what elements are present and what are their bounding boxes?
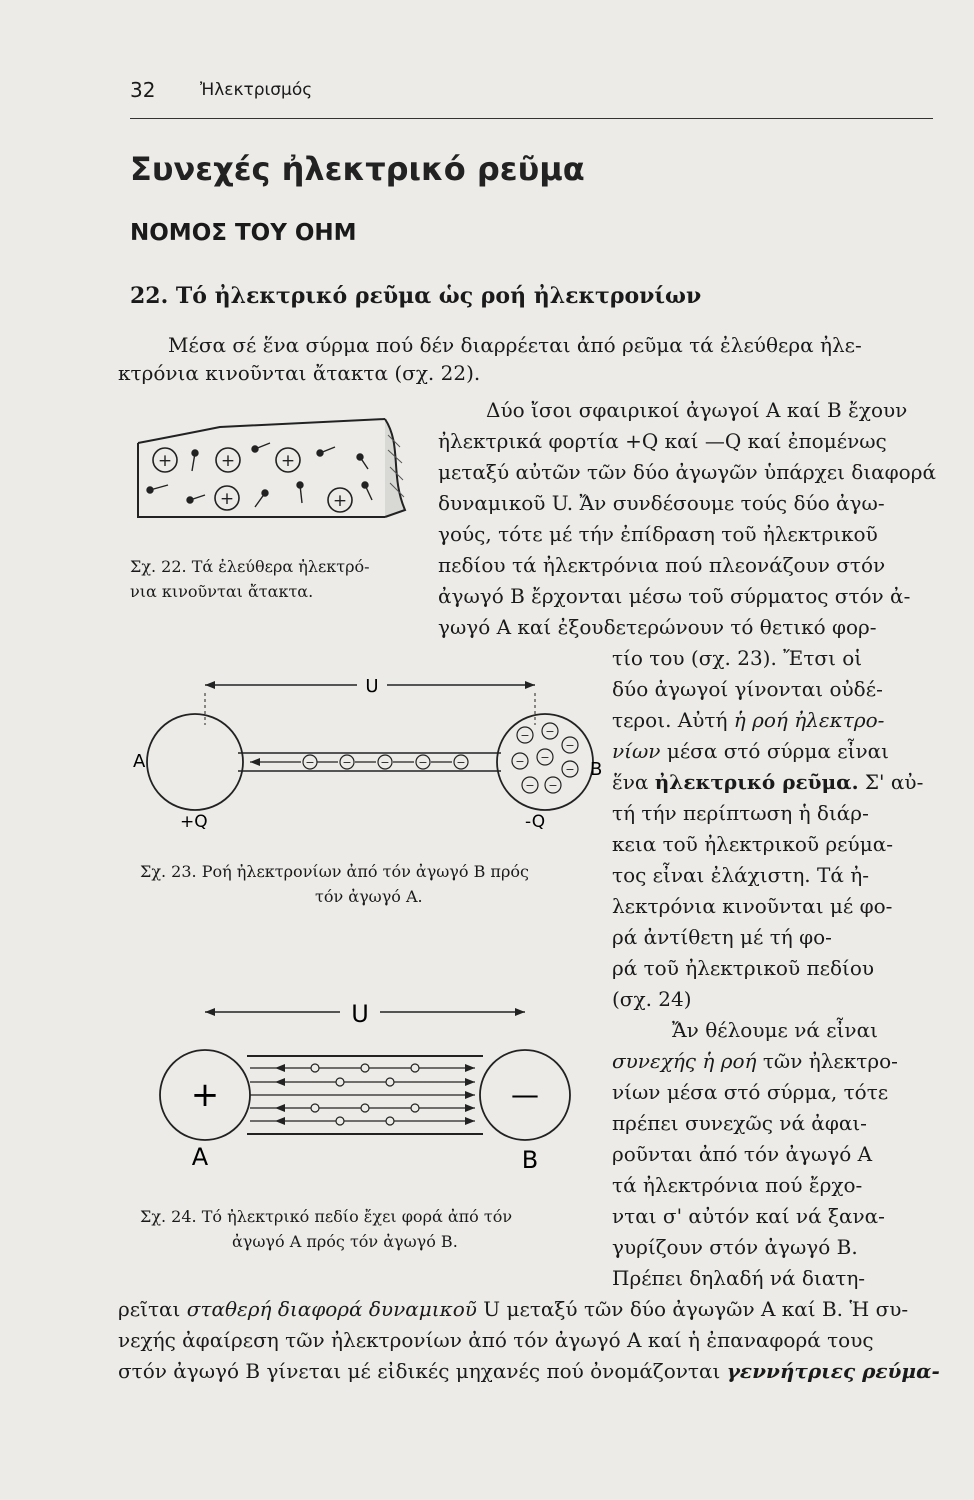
figure-22-wire: [120, 405, 420, 530]
p2-line: Δύο ἴσοι σφαιρικοί ἀγωγοί Α καί Β ἔχουν: [486, 398, 908, 422]
right-col-line: πρέπει συνεχῶς νά ἀφαι-: [612, 1111, 867, 1135]
bottom-line: στόν ἀγωγό Β γίνεται μέ εἰδικές μηχανές πού ὀνομάζονται γεννήτριες ρεύμα-: [118, 1359, 940, 1383]
fig23-u-label: U: [365, 676, 379, 697]
paragraph1-line2: κτρόνια κινοῦνται ἄτακτα (σχ. 22).: [118, 361, 481, 385]
right-col-line: ρά ἀντίθετη μέ τή φο-: [612, 925, 832, 949]
page-number: 32: [130, 78, 156, 102]
right-col-line: συνεχής ἡ ροή τῶν ἠλεκτρο-: [612, 1049, 898, 1073]
p2-line: πεδίου τά ἠλεκτρόνια πού πλεονάζουν στόν: [438, 553, 886, 577]
svg-text:−: −: [545, 725, 555, 738]
fig24-plus: +: [190, 1075, 220, 1115]
right-col-line: ἕνα ἠλεκτρικό ρεῦμα. Σ' αὐ-: [612, 770, 924, 794]
p2-line: δύο ἀγωγοί γίνονται οὐδέ-: [612, 677, 883, 701]
fig23-b-label: B: [590, 759, 603, 780]
right-col-line: λεκτρόνια κινοῦνται μέ φο-: [612, 894, 893, 918]
figure-22-caption-l1: Σχ. 22. Τά ἐλεύθερα ἠλεκτρό-: [130, 557, 370, 576]
paragraph1-line1: Μέσα σέ ἕνα σύρμα πού δέν διαρρέεται ἀπό ρεῦμα τά ἐλεύθερα ἠλε-: [168, 333, 862, 357]
fig23-minus-q: -Q: [525, 812, 546, 832]
p2-line: ἀγωγό Β ἔρχονται μέσω τοῦ σύρματος στόν ἀ-: [438, 584, 911, 608]
right-col-line: τεροι. Αὐτή ἡ ροή ἠλεκτρο-: [612, 708, 885, 732]
section-heading: 22. Τό ἠλεκτρικό ρεῦμα ὡς ροή ἠλεκτρονίων: [130, 283, 702, 309]
p2-line: γούς, τότε μέ τήν ἐπίδραση τοῦ ἠλεκτρικοῦ: [438, 522, 878, 546]
svg-text:−: −: [515, 755, 525, 768]
electron-label: −: [456, 756, 466, 769]
svg-text:−: −: [540, 751, 550, 764]
figure-24-caption-l2: ἀγωγό Α πρός τόν ἀγωγό Β.: [232, 1232, 458, 1251]
svg-text:−: −: [565, 739, 575, 752]
ion-label: +: [332, 491, 348, 511]
ion-label: +: [220, 451, 236, 471]
fig24-a-label: A: [191, 1143, 209, 1171]
electron-label: −: [342, 756, 352, 769]
bottom-line: ρεῖται σταθερή διαφορά δυναμικοῦ U μεταξύ τῶν δύο ἀγωγῶν Α καί Β. Ἡ συ-: [118, 1297, 909, 1321]
p2-line: τίο του (σχ. 23). Ἔτσι οἱ: [612, 646, 863, 670]
law-heading: ΝΟΜΟΣ ΤΟΥ ΟΗΜ: [130, 220, 357, 246]
svg-text:−: −: [565, 763, 575, 776]
p2-line: ἠλεκτρικά φορτία +Q καί —Q καί ἐπομένως: [438, 429, 887, 453]
right-col-line: τά ἠλεκτρόνια πού ἔρχο-: [612, 1173, 863, 1197]
right-col-line: τος εἶναι ἐλάχιστη. Τά ἠ-: [612, 863, 869, 887]
fig24-b-label: B: [521, 1146, 539, 1174]
figure-23-caption-l1: Σχ. 23. Ροή ἠλεκτρονίων ἀπό τόν ἀγωγό Β πρός: [140, 862, 529, 881]
electron-label: −: [418, 756, 428, 769]
p2-line: γωγό Α καί ἐξουδετερώνουν τό θετικό φορ-: [438, 615, 877, 639]
fig24-minus: —: [511, 1078, 539, 1111]
figure-22-caption-l2: νια κινοῦνται ἄτακτα.: [130, 582, 314, 601]
figure-23-caption-l2: τόν ἀγωγό Α.: [315, 887, 423, 906]
right-col-line: ρά τοῦ ἠλεκτρικοῦ πεδίου: [612, 956, 875, 980]
ion-label: +: [157, 451, 173, 471]
bottom-line: νεχής ἀφαίρεση τῶν ἠλεκτρονίων ἀπό τόν ἀγωγό Α καί ἡ ἐπαναφορά τους: [118, 1328, 874, 1352]
running-title: Ἠλεκτρισμός: [200, 80, 313, 100]
p2-line: μεταξύ αὐτῶν τῶν δύο ἀγωγῶν ὑπάρχει διαφορά: [438, 460, 936, 484]
right-col-line: νίων μέσα στό σύρμα, τότε: [612, 1080, 889, 1104]
chapter-title: Συνεχές ἠλεκτρικό ρεῦμα: [130, 150, 585, 188]
conductor-a: [147, 714, 243, 810]
figure-24-caption-l1: Σχ. 24. Τό ἠλεκτρικό πεδίο ἔχει φορά ἀπό τόν: [140, 1207, 513, 1226]
svg-text:−: −: [525, 779, 535, 792]
figure-24-diagram: [125, 990, 605, 1175]
ion-label: +: [219, 489, 235, 509]
fig23-plus-q: +Q: [180, 812, 208, 832]
electron-label: −: [305, 756, 315, 769]
fig23-a-label: A: [133, 751, 146, 772]
p2-line: δυναμικοῦ U. Ἄν συνδέσουμε τούς δύο ἀγω-: [438, 491, 885, 515]
electron-label: −: [380, 756, 390, 769]
right-col-line: νται σ' αὐτόν καί νά ξανα-: [612, 1204, 885, 1228]
right-col-line: Ἄν θέλουμε νά εἶναι: [672, 1018, 878, 1042]
right-col-line: Πρέπει δηλαδή νά διατη-: [612, 1266, 866, 1290]
right-col-line: τή τήν περίπτωση ἡ διάρ-: [612, 801, 869, 825]
svg-text:−: −: [548, 779, 558, 792]
fig24-u-label: U: [351, 1000, 369, 1028]
figure-23-diagram: [125, 665, 610, 835]
right-col-line: ροῦνται ἀπό τόν ἀγωγό Α: [612, 1142, 873, 1166]
right-col-line: γυρίζουν στόν ἀγωγό Β.: [612, 1235, 858, 1259]
header-rule: [130, 118, 933, 119]
right-col-line: νίων μέσα στό σύρμα εἶναι: [612, 739, 889, 763]
svg-text:−: −: [520, 729, 530, 742]
right-col-line: κεια τοῦ ἠλεκτρικοῦ ρεύμα-: [612, 832, 893, 856]
right-col-line: (σχ. 24): [612, 987, 692, 1011]
ion-label: +: [280, 451, 296, 471]
